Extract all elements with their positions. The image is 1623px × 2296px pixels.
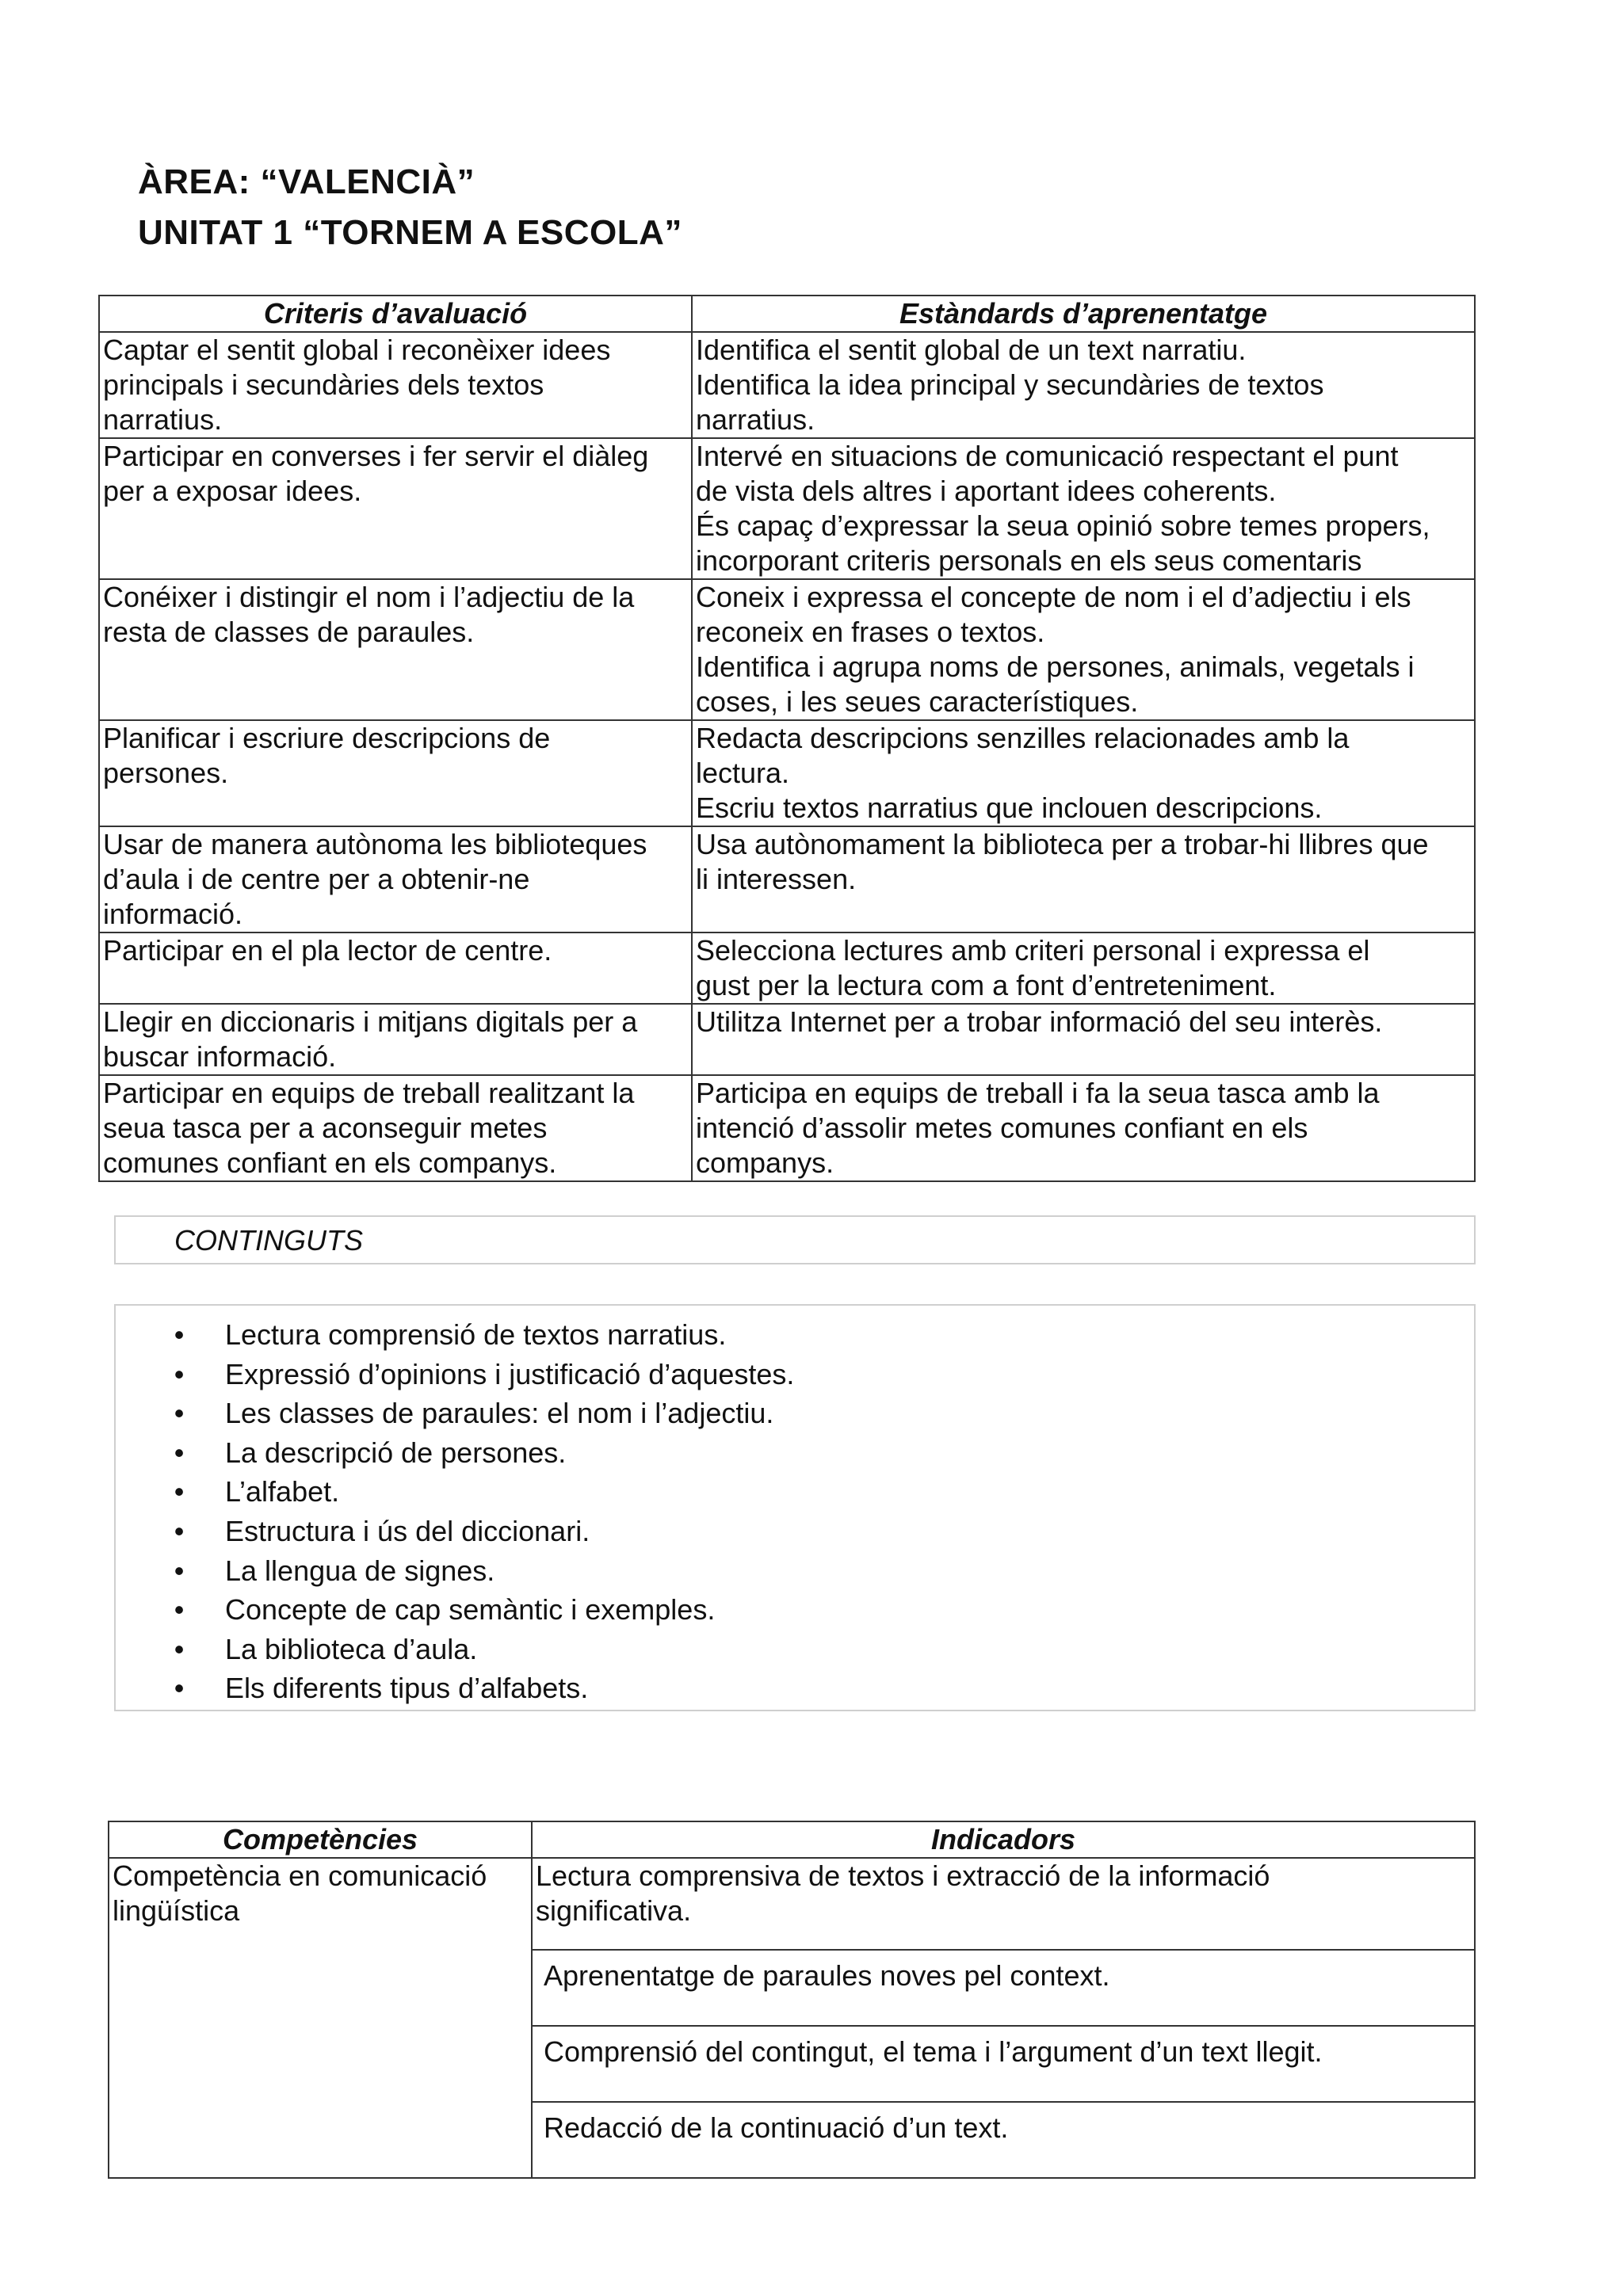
- criteria-cell: Participar en converses i fer servir el diàleg per a exposar idees.: [99, 438, 692, 579]
- bullet-icon: •: [174, 1672, 185, 1705]
- standards-cell: Identifica el sentit global de un text narratiu. Identifica la idea principal y secundàries de textos narratius.: [692, 332, 1475, 438]
- standards-cell: Utilitza Internet per a trobar informació del seu interès.: [692, 1004, 1475, 1075]
- standards-cell: Participa en equips de treball i fa la seua tasca amb la intenció d’assolir metes comunes confiant en els companys.: [692, 1075, 1475, 1181]
- list-item: • Estructura i ús del diccionari.: [171, 1512, 794, 1551]
- table-row: [99, 933, 1475, 1004]
- list-item: • La biblioteca d’aula.: [171, 1630, 794, 1669]
- table-row: [99, 1004, 1475, 1075]
- list-item: • Concepte de cap semàntic i exemples.: [171, 1590, 794, 1630]
- bullet-icon: •: [174, 1436, 185, 1469]
- indicator-cell: Comprensió del contingut, el tema i l’argument d’un text llegit.: [532, 2026, 1475, 2102]
- table-row: [99, 720, 1475, 826]
- contents-list: [171, 1315, 794, 1708]
- criteria-cell: Captar el sentit global i reconèixer idees principals i secundàries dels textos narratius.: [99, 332, 692, 438]
- bullet-icon: •: [174, 1318, 185, 1351]
- list-item: • Lectura comprensió de textos narratius.: [171, 1315, 794, 1355]
- bullet-icon: •: [174, 1632, 185, 1665]
- criteria-cell: Conéixer i distingir el nom i l’adjectiu de la resta de classes de paraules.: [99, 579, 692, 720]
- competence-cell: Competència en comunicació lingüística: [109, 1858, 532, 2178]
- standards-cell: Redacta descripcions senzilles relacionades amb la lectura. Escriu textos narratius que inclouen descripcions.: [692, 720, 1475, 826]
- list-item: • La llengua de signes.: [171, 1551, 794, 1591]
- bullet-icon: •: [174, 1514, 185, 1547]
- list-item: • Les classes de paraules: el nom i l’adjectiu.: [171, 1394, 794, 1433]
- bullet-icon: •: [174, 1593, 185, 1627]
- table-row: [99, 1075, 1475, 1181]
- criteria-cell: Participar en equips de treball realitzant la seua tasca per a aconseguir metes comunes confiant en els companys.: [99, 1075, 692, 1181]
- bullet-icon: •: [174, 1357, 185, 1390]
- bullet-icon: •: [174, 1475, 185, 1508]
- criteria-cell: Usar de manera autònoma les biblioteques d’aula i de centre per a obtenir-ne informació.: [99, 826, 692, 933]
- bullet-icon: •: [174, 1397, 185, 1430]
- standards-cell: Coneix i expressa el concepte de nom i el d’adjectiu i els reconeix en frases o textos. Identifica i agrupa noms de persones, animals, vegetals i coses, i les seues característiques.: [692, 579, 1475, 720]
- standards-header: Estàndards d’aprenentatge: [692, 296, 1475, 332]
- indicator-cell: Lectura comprensiva de textos i extracció de la informació significativa.: [532, 1858, 1475, 1950]
- list-item: • La descripció de persones.: [171, 1433, 794, 1473]
- competences-indicators-table: [108, 1821, 1476, 2179]
- area-title: ÀREA: “VALENCIÀ”: [138, 162, 475, 201]
- table-row: [99, 826, 1475, 933]
- contents-list-box: [114, 1304, 1476, 1711]
- table-row: [109, 1858, 1475, 1950]
- bullet-icon: •: [174, 1554, 185, 1587]
- list-item: • Expressió d’opinions i justificació d’aquestes.: [171, 1355, 794, 1394]
- contents-header: [114, 1215, 1476, 1264]
- indicators-header: Indicadors: [532, 1821, 1475, 1858]
- competences-header: Competències: [109, 1821, 532, 1858]
- contents-title: CONTINGUTS: [174, 1224, 363, 1257]
- criteria-cell: Participar en el pla lector de centre.: [99, 933, 692, 1004]
- criteria-cell: Llegir en diccionaris i mitjans digitals per a buscar informació.: [99, 1004, 692, 1075]
- indicator-cell: Redacció de la continuació d’un text.: [532, 2102, 1475, 2178]
- unit-title: UNITAT 1 “TORNEM A ESCOLA”: [138, 213, 682, 252]
- table-row: [99, 579, 1475, 720]
- list-item: • Els diferents tipus d’alfabets.: [171, 1669, 794, 1708]
- table-row: [99, 438, 1475, 579]
- criteria-header: Criteris d’avaluació: [99, 296, 692, 332]
- indicator-cell: Aprenentatge de paraules noves pel context.: [532, 1950, 1475, 2026]
- list-item: • L’alfabet.: [171, 1472, 794, 1512]
- table-row: [99, 332, 1475, 438]
- standards-cell: Intervé en situacions de comunicació respectant el punt de vista dels altres i aportant idees coherents. És capaç d’expressar la seua opinió sobre temes propers, incorporant criteris personals en els seus comentaris: [692, 438, 1475, 579]
- criteria-standards-table: [98, 295, 1476, 1182]
- standards-cell: Usa autònomament la biblioteca per a trobar-hi llibres que li interessen.: [692, 826, 1475, 933]
- criteria-cell: Planificar i escriure descripcions de persones.: [99, 720, 692, 826]
- document-titles: [138, 157, 682, 258]
- standards-cell: Selecciona lectures amb criteri personal i expressa el gust per la lectura com a font d’entreteniment.: [692, 933, 1475, 1004]
